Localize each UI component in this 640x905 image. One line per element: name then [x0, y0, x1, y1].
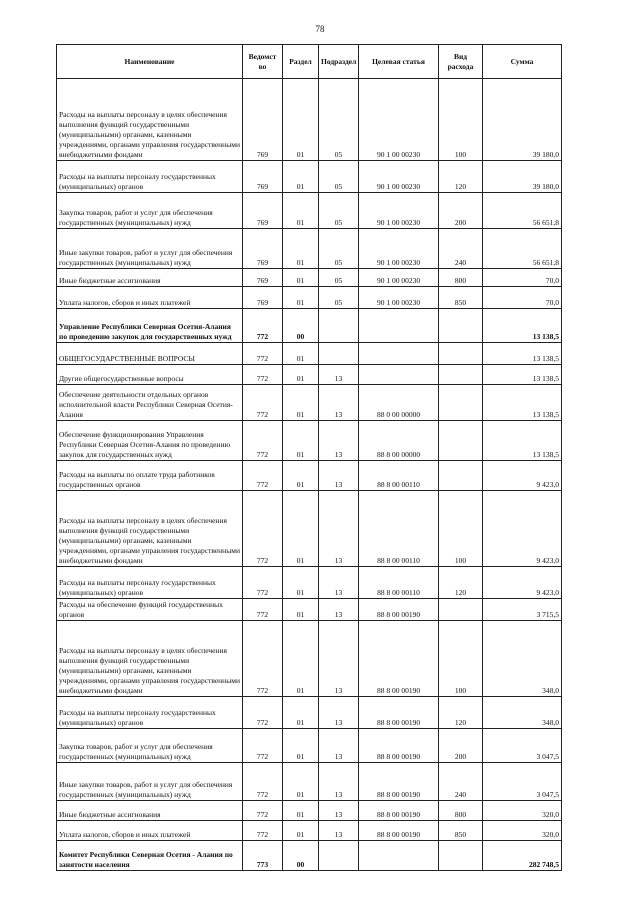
cell-sum: 282 748,5 [483, 841, 562, 871]
cell-section: 01 [283, 567, 319, 599]
cell-section: 01 [283, 229, 319, 269]
cell-name: Иные бюджетные ассигнования [57, 801, 243, 821]
cell-section: 01 [283, 161, 319, 193]
cell-expense-type: 850 [439, 287, 483, 309]
cell-subsection: 05 [319, 161, 359, 193]
header-sum: Сумма [483, 45, 562, 79]
cell-subsection: 13 [319, 821, 359, 841]
cell-target [359, 309, 439, 343]
table-row [57, 229, 562, 269]
cell-subsection: 13 [319, 697, 359, 729]
cell-name: Уплата налогов, сборов и иных платежей [57, 287, 243, 309]
cell-dept: 772 [243, 763, 283, 801]
header-dept: Ведомст во [243, 45, 283, 79]
cell-sum: 56 651,8 [483, 193, 562, 229]
header-section: Раздел [283, 45, 319, 79]
cell-name: Расходы на выплаты персоналу в целях обеспечения выполнения функций государственными (муниципальными) органами, казенными учреждениями, органами управления государственными внебюджетными фондами [57, 491, 243, 567]
cell-section: 01 [283, 599, 319, 621]
cell-target: 88 8 00 00000 [359, 421, 439, 461]
cell-target: 88 8 00 00190 [359, 763, 439, 801]
table-row [57, 599, 562, 621]
cell-name: Расходы на обеспечение функций государственных органов [57, 599, 243, 621]
cell-name: Закупка товаров, работ и услуг для обеспечения государственных (муниципальных) нужд [57, 193, 243, 229]
cell-sum: 348,0 [483, 697, 562, 729]
cell-section: 01 [283, 287, 319, 309]
cell-sum: 3 047,5 [483, 729, 562, 763]
cell-expense-type: 100 [439, 491, 483, 567]
cell-subsection: 13 [319, 801, 359, 821]
table-row [57, 421, 562, 461]
cell-target: 90 1 00 00230 [359, 287, 439, 309]
cell-dept: 772 [243, 729, 283, 763]
cell-section: 01 [283, 193, 319, 229]
cell-dept: 772 [243, 421, 283, 461]
cell-subsection: 05 [319, 229, 359, 269]
cell-name: Уплата налогов, сборов и иных платежей [57, 821, 243, 841]
cell-sum: 39 180,0 [483, 79, 562, 161]
table-row [57, 621, 562, 697]
cell-sum: 320,0 [483, 821, 562, 841]
cell-expense-type [439, 365, 483, 385]
cell-expense-type: 850 [439, 821, 483, 841]
cell-expense-type [439, 599, 483, 621]
table-row [57, 841, 562, 871]
page-number: 78 [315, 24, 325, 34]
cell-dept: 772 [243, 343, 283, 365]
cell-dept: 772 [243, 697, 283, 729]
cell-sum: 9 423,0 [483, 567, 562, 599]
cell-sum: 13 138,5 [483, 365, 562, 385]
cell-subsection: 13 [319, 491, 359, 567]
cell-expense-type [439, 841, 483, 871]
cell-section: 01 [283, 269, 319, 287]
cell-name: Расходы на выплаты по оплате труда работников государственных органов [57, 461, 243, 491]
cell-expense-type: 200 [439, 193, 483, 229]
cell-subsection: 13 [319, 763, 359, 801]
cell-target [359, 841, 439, 871]
table-row [57, 821, 562, 841]
cell-subsection: 13 [319, 599, 359, 621]
header-expense-type: Вид расхода [439, 45, 483, 79]
cell-name: ОБЩЕГОСУДАРСТВЕННЫЕ ВОПРОСЫ [57, 343, 243, 365]
cell-target: 88 0 00 00000 [359, 385, 439, 421]
cell-subsection [319, 841, 359, 871]
cell-target: 90 1 00 00230 [359, 79, 439, 161]
cell-sum: 56 651,8 [483, 229, 562, 269]
cell-dept: 769 [243, 229, 283, 269]
cell-section: 01 [283, 763, 319, 801]
table-header-row [57, 45, 562, 79]
cell-expense-type: 100 [439, 79, 483, 161]
cell-dept: 772 [243, 491, 283, 567]
cell-expense-type [439, 385, 483, 421]
table-row [57, 729, 562, 763]
cell-name: Расходы на выплаты персоналу государственных (муниципальных) органов [57, 161, 243, 193]
cell-expense-type: 120 [439, 567, 483, 599]
table-row [57, 697, 562, 729]
table-row [57, 79, 562, 161]
cell-name: Иные закупки товаров, работ и услуг для обеспечения государственных (муниципальных) нужд [57, 229, 243, 269]
table-row [57, 161, 562, 193]
cell-expense-type [439, 309, 483, 343]
cell-section: 01 [283, 343, 319, 365]
cell-sum: 70,0 [483, 287, 562, 309]
cell-subsection: 13 [319, 729, 359, 763]
cell-target: 88 8 00 00190 [359, 729, 439, 763]
cell-sum: 13 138,5 [483, 385, 562, 421]
table-body [57, 79, 562, 871]
header-name: Наименование [57, 45, 243, 79]
cell-section: 01 [283, 801, 319, 821]
cell-dept: 769 [243, 161, 283, 193]
table-row [57, 365, 562, 385]
cell-subsection: 05 [319, 79, 359, 161]
cell-dept: 772 [243, 801, 283, 821]
cell-subsection: 05 [319, 287, 359, 309]
cell-section: 01 [283, 461, 319, 491]
cell-dept: 772 [243, 385, 283, 421]
cell-expense-type [439, 461, 483, 491]
cell-section: 01 [283, 821, 319, 841]
cell-dept: 772 [243, 309, 283, 343]
cell-target: 90 1 00 00230 [359, 229, 439, 269]
cell-dept: 773 [243, 841, 283, 871]
cell-target: 90 1 00 00230 [359, 193, 439, 229]
cell-sum: 3 047,5 [483, 763, 562, 801]
cell-expense-type: 240 [439, 763, 483, 801]
cell-section: 01 [283, 365, 319, 385]
cell-expense-type [439, 343, 483, 365]
cell-sum: 70,0 [483, 269, 562, 287]
cell-dept: 772 [243, 821, 283, 841]
cell-name: Обеспечение функционирования Управления Республики Северная Осетия-Алания по проведению закупок для государственных нужд [57, 421, 243, 461]
table-row [57, 763, 562, 801]
cell-expense-type: 200 [439, 729, 483, 763]
cell-name: Иные закупки товаров, работ и услуг для обеспечения государственных (муниципальных) нужд [57, 763, 243, 801]
table-row [57, 461, 562, 491]
cell-target: 88 8 00 00190 [359, 697, 439, 729]
cell-section: 01 [283, 421, 319, 461]
cell-target: 88 8 00 00110 [359, 461, 439, 491]
cell-section: 00 [283, 841, 319, 871]
cell-sum: 9 423,0 [483, 461, 562, 491]
cell-sum: 9 423,0 [483, 491, 562, 567]
cell-name: Закупка товаров, работ и услуг для обеспечения государственных (муниципальных) нужд [57, 729, 243, 763]
table-row [57, 287, 562, 309]
header-subsection: Подраздел [319, 45, 359, 79]
cell-name: Расходы на выплаты персоналу государственных (муниципальных) органов [57, 567, 243, 599]
cell-target: 88 8 00 00110 [359, 567, 439, 599]
cell-subsection: 13 [319, 385, 359, 421]
cell-dept: 772 [243, 621, 283, 697]
cell-name: Расходы на выплаты персоналу государственных (муниципальных) органов [57, 697, 243, 729]
cell-dept: 769 [243, 193, 283, 229]
cell-target [359, 343, 439, 365]
cell-subsection [319, 343, 359, 365]
cell-target: 90 1 00 00230 [359, 161, 439, 193]
cell-section: 01 [283, 729, 319, 763]
cell-target: 88 8 00 00190 [359, 621, 439, 697]
cell-sum: 348,0 [483, 621, 562, 697]
cell-target: 88 8 00 00190 [359, 599, 439, 621]
cell-expense-type: 800 [439, 269, 483, 287]
cell-expense-type [439, 421, 483, 461]
cell-target: 88 8 00 00190 [359, 801, 439, 821]
cell-name: Другие общегосударственные вопросы [57, 365, 243, 385]
cell-dept: 769 [243, 79, 283, 161]
cell-section: 01 [283, 621, 319, 697]
cell-expense-type: 800 [439, 801, 483, 821]
cell-expense-type: 120 [439, 697, 483, 729]
cell-dept: 772 [243, 461, 283, 491]
cell-subsection: 13 [319, 365, 359, 385]
cell-dept: 772 [243, 567, 283, 599]
cell-expense-type: 120 [439, 161, 483, 193]
table-row [57, 385, 562, 421]
cell-section: 01 [283, 491, 319, 567]
cell-subsection: 13 [319, 461, 359, 491]
table-row [57, 193, 562, 229]
cell-section: 01 [283, 697, 319, 729]
cell-subsection: 13 [319, 567, 359, 599]
table-row [57, 309, 562, 343]
table-row [57, 269, 562, 287]
cell-dept: 769 [243, 269, 283, 287]
cell-subsection: 13 [319, 621, 359, 697]
cell-target: 88 8 00 00110 [359, 491, 439, 567]
cell-sum: 3 715,5 [483, 599, 562, 621]
cell-sum: 39 180,0 [483, 161, 562, 193]
cell-subsection: 05 [319, 193, 359, 229]
cell-sum: 13 138,5 [483, 309, 562, 343]
cell-expense-type: 240 [439, 229, 483, 269]
table-row [57, 567, 562, 599]
cell-expense-type: 100 [439, 621, 483, 697]
cell-target [359, 365, 439, 385]
cell-dept: 769 [243, 287, 283, 309]
cell-name: Обеспечение деятельности отдельных органов исполнительной власти Республики Северная Осетия-Алания [57, 385, 243, 421]
cell-section: 01 [283, 79, 319, 161]
cell-dept: 772 [243, 599, 283, 621]
table-row [57, 801, 562, 821]
budget-table [56, 44, 562, 871]
cell-section: 01 [283, 385, 319, 421]
cell-name: Расходы на выплаты персоналу в целях обеспечения выполнения функций государственными (муниципальными) органами, казенными учреждениями, органами управления государственными внебюджетными фондами [57, 621, 243, 697]
header-target: Целевая статья [359, 45, 439, 79]
cell-sum: 13 138,5 [483, 421, 562, 461]
cell-name: Управление Республики Северная Осетия-Алания по проведению закупок для государственных нужд [57, 309, 243, 343]
cell-subsection [319, 309, 359, 343]
cell-name: Комитет Республики Северная Осетия - Алания по занятости населения [57, 841, 243, 871]
cell-subsection: 05 [319, 269, 359, 287]
cell-target: 90 1 00 00230 [359, 269, 439, 287]
cell-dept: 772 [243, 365, 283, 385]
cell-section: 00 [283, 309, 319, 343]
cell-sum: 13 138,5 [483, 343, 562, 365]
table-row [57, 343, 562, 365]
cell-name: Иные бюджетные ассигнования [57, 269, 243, 287]
cell-target: 88 8 00 00190 [359, 821, 439, 841]
cell-subsection: 13 [319, 421, 359, 461]
table-row [57, 491, 562, 567]
cell-name: Расходы на выплаты персоналу в целях обеспечения выполнения функций государственными (муниципальными) органами, казенными учреждениями, органами управления государственными внебюджетными фондами [57, 79, 243, 161]
cell-sum: 320,0 [483, 801, 562, 821]
